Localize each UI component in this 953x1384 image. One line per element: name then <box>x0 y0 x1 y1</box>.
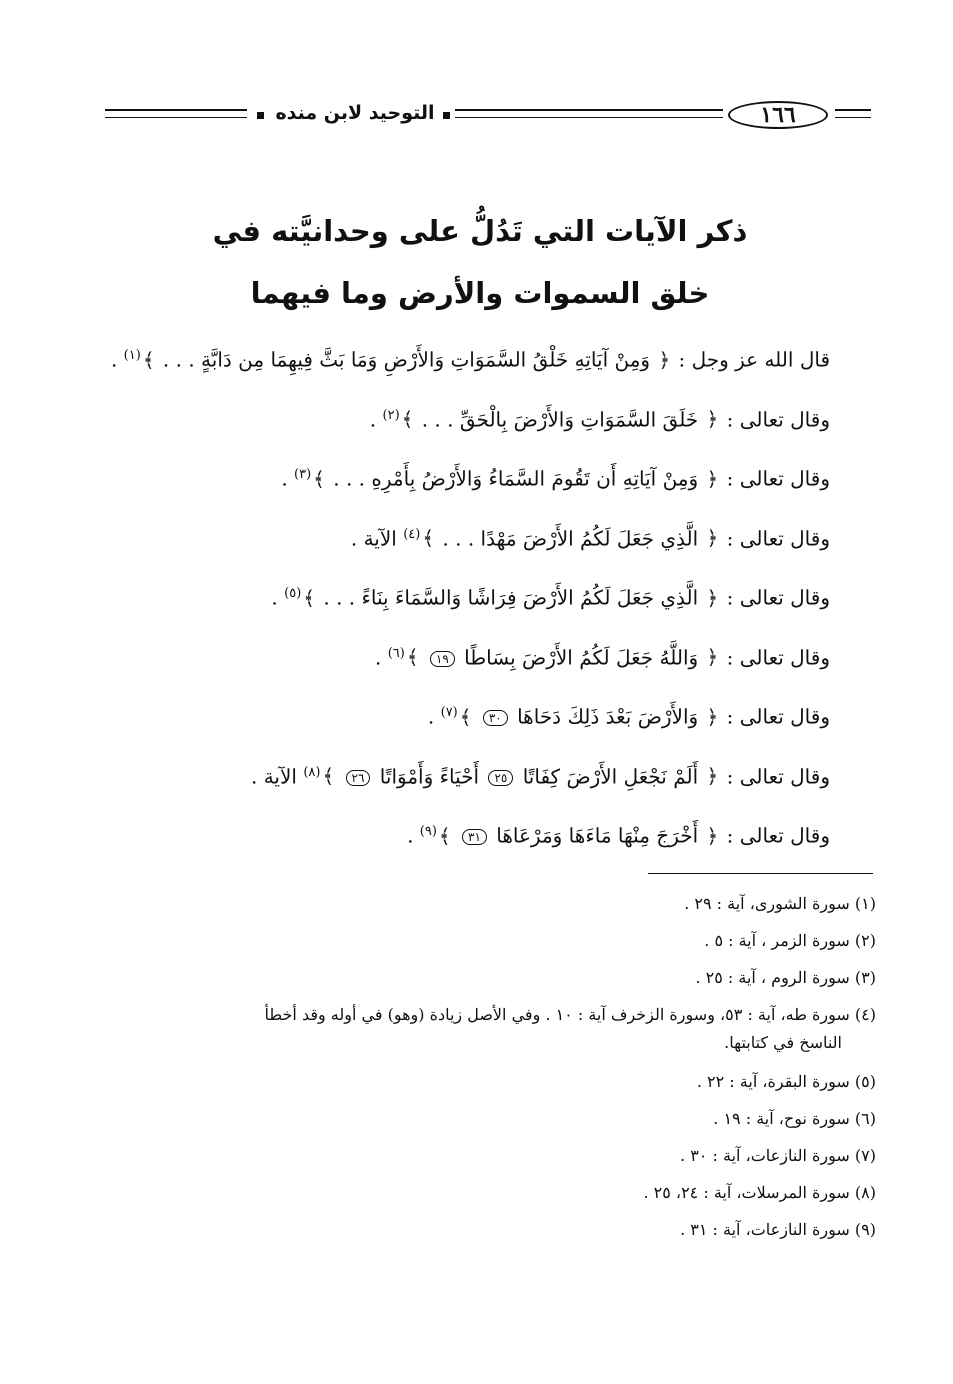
verse-lead: وقال تعالى : <box>726 823 830 848</box>
verse-line <box>110 515 830 575</box>
footnote-text: (٣) سورة الروم ، آية : ٢٥ . <box>695 968 876 987</box>
quran-bracket-open: ﴿ <box>706 466 719 491</box>
footnote-ref: (٨) <box>303 764 321 780</box>
verse-tail: الآية . <box>250 764 297 789</box>
footnote <box>106 959 876 996</box>
quran-bracket-close: ﴾ <box>422 526 435 551</box>
footnote-text: (٥) سورة البقرة، آية : ٢٢ . <box>696 1072 876 1091</box>
footnote-text: (٨) سورة المرسلات، آية : ٢٤، ٢٥ . <box>643 1183 876 1202</box>
verse-line <box>110 812 830 872</box>
verse-text-continued: أَحْيَاءً وَأَمْوَاتًا <box>379 764 480 789</box>
verse-tail: . <box>407 823 414 848</box>
quran-bracket-open: ﴿ <box>706 407 719 432</box>
verse-text: وَمِنْ آيَاتِهِ خَلْقُ السَّمَوَاتِ وَالأَرْضِ وَمَا بَثَّ فِيهِمَا مِن دَابَّةٍ . . . <box>162 347 651 372</box>
verse-tail: . <box>374 645 382 670</box>
verse-text: وَالأَرْضَ بَعْدَ ذَلِكَ دَحَاهَا <box>517 704 699 729</box>
quran-bracket-close: ﴾ <box>142 347 155 372</box>
footnote-text: (٦) سورة نوح، آية : ١٩ . <box>713 1109 876 1128</box>
footnote-divider <box>648 873 873 874</box>
footnote-text: (٧) سورة النازعات، آية : ٣٠ . <box>680 1146 876 1165</box>
verse-number-marker: ٣١ <box>462 829 487 845</box>
verse-line <box>110 753 830 813</box>
quran-bracket-close: ﴾ <box>438 823 451 848</box>
quran-bracket-open: ﴿ <box>706 585 719 610</box>
book-title: التوحيد لابن منده <box>275 102 435 124</box>
verse-lead: وقال تعالى : <box>726 407 830 432</box>
footnote <box>106 996 876 1057</box>
verse-tail: الآية . <box>350 526 397 551</box>
verse-lead: وقال تعالى : <box>726 466 830 491</box>
quran-bracket-open: ﴿ <box>706 704 719 729</box>
verse-line <box>110 634 830 694</box>
quran-bracket-open: ﴿ <box>658 347 671 372</box>
header-rule-left-bottom <box>105 117 247 118</box>
verse-list <box>110 336 830 872</box>
footnote <box>106 1137 876 1174</box>
footnote-list <box>106 885 876 1248</box>
quran-bracket-close: ﴾ <box>313 466 325 491</box>
verse-text: أَلَمْ نَجْعَلِ الأَرْضَ كِفَاتًا <box>522 764 699 789</box>
footnote-ref: (٧) <box>440 705 458 720</box>
quran-bracket-close: ﴾ <box>322 764 335 789</box>
footnote-ref: (٣) <box>294 467 312 482</box>
header-rule-middle-bottom <box>455 117 723 118</box>
quran-bracket-open: ﴿ <box>706 764 719 789</box>
verse-tail: . <box>110 347 118 372</box>
verse-text: خَلَقَ السَّمَوَاتِ وَالأَرْضَ بِالْحَقِّ . . . <box>421 407 699 432</box>
header-square-left <box>257 112 264 119</box>
footnote-text: (٢) سورة الزمر ، آية : ٥ . <box>704 931 876 950</box>
header-rule-middle-top <box>455 109 723 111</box>
verse-line <box>110 396 830 456</box>
verse-lead: وقال تعالى : <box>726 645 830 670</box>
section-title <box>160 200 800 324</box>
footnote <box>106 1100 876 1137</box>
quran-bracket-close: ﴾ <box>401 407 414 432</box>
page-number: ١٦٦ <box>728 101 828 129</box>
header-rule-right-top <box>835 109 871 111</box>
verse-line <box>110 336 830 396</box>
verse-number-marker: ٢٥ <box>488 770 513 786</box>
quran-bracket-close: ﴾ <box>459 704 472 729</box>
footnote-continuation: الناسخ في كتابتها. <box>724 1033 842 1052</box>
footnote-text: (٩) سورة النازعات، آية : ٣١ . <box>680 1220 876 1239</box>
verse-line <box>110 574 830 634</box>
footnote-ref: (٩) <box>419 824 437 839</box>
quran-bracket-open: ﴿ <box>706 526 719 551</box>
verse-tail: . <box>271 585 278 610</box>
footnote <box>106 1174 876 1211</box>
verse-line <box>110 693 830 753</box>
verse-tail: . <box>427 704 435 729</box>
verse-lead: وقال تعالى : <box>726 526 830 551</box>
header-rule-right-bottom <box>835 117 871 118</box>
footnote <box>106 885 876 922</box>
footnote-ref: (٦) <box>387 645 405 661</box>
footnote <box>106 1211 876 1248</box>
verse-text: الَّذِي جَعَلَ لَكُمُ الأَرْضَ مَهْدًا . . . <box>442 526 699 551</box>
verse-number-marker: ٣٠ <box>483 710 508 726</box>
footnote-text: (٤) سورة طه، آية : ٥٣، وسورة الزخرف آية : ١٠ . وفي الأصل زيادة (وهو) في أوله وقد أخطأ <box>264 1005 876 1024</box>
quran-bracket-open: ﴿ <box>706 645 719 670</box>
quran-bracket-close: ﴾ <box>303 585 315 610</box>
footnote <box>106 1063 876 1100</box>
verse-lead: قال الله عز وجل : <box>678 347 830 372</box>
verse-line <box>110 455 830 515</box>
verse-lead: وقال تعالى : <box>726 764 830 789</box>
header-rule-left-top <box>105 109 247 111</box>
verse-tail: . <box>281 466 288 491</box>
verse-text: أَخْرَجَ مِنْهَا مَاءَهَا وَمَرْعَاهَا <box>496 823 699 848</box>
section-title-line-2: خلق السموات والأرض وما فيهما <box>250 276 710 310</box>
quran-bracket-close: ﴾ <box>406 645 419 670</box>
verse-lead: وقال تعالى : <box>726 704 830 729</box>
section-title-line-1: ذكر الآيات التي تَدُلُّ على وحدانيَّته في <box>212 214 748 248</box>
footnote-ref: (٤) <box>403 526 421 542</box>
verse-lead: وقال تعالى : <box>726 585 830 610</box>
quran-bracket-open: ﴿ <box>706 823 719 848</box>
verse-tail: . <box>369 407 377 432</box>
verse-number-marker: ١٩ <box>430 651 455 667</box>
footnote-ref: (٥) <box>284 586 302 601</box>
verse-text: الَّذِي جَعَلَ لَكُمُ الأَرْضَ فِرَاشًا وَالسَّمَاءَ بِنَاءً . . . <box>323 585 699 610</box>
footnote-ref: (٢) <box>382 407 400 423</box>
footnote-text: (١) سورة الشورى، آية : ٢٩ . <box>684 894 876 913</box>
verse-text: وَاللَّهُ جَعَلَ لَكُمُ الأَرْضَ بِسَاطًا <box>464 645 699 670</box>
page-header <box>105 98 870 138</box>
verse-number-marker: ٢٦ <box>346 770 371 786</box>
footnote-ref: (١) <box>123 348 141 363</box>
footnote <box>106 922 876 959</box>
verse-text: وَمِنْ آيَاتِهِ أَن تَقُومَ السَّمَاءُ وَالأَرْضُ بِأَمْرِهِ . . . <box>333 466 699 491</box>
